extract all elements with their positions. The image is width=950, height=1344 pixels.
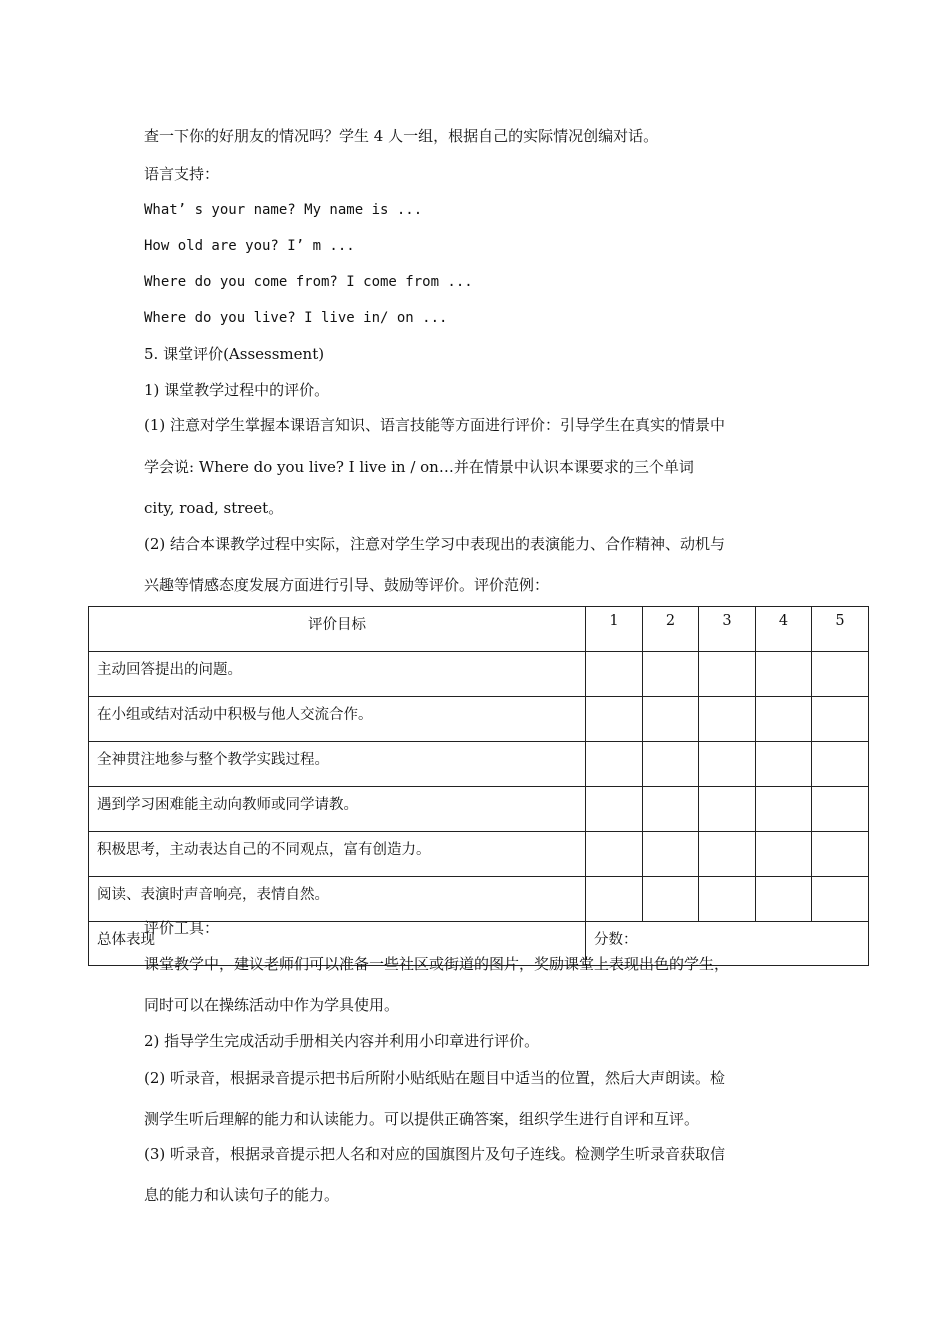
- table-row: [89, 877, 869, 922]
- header-score: 3: [699, 607, 756, 652]
- score-cell: [643, 652, 699, 697]
- paragraph-line: 兴趣等情感态度发展方面进行引导、鼓励等评价。评价范例：: [144, 576, 550, 594]
- score-cell: [586, 787, 643, 832]
- score-cell: [699, 697, 756, 742]
- paragraph-line: 测学生听后理解的能力和认读能力。可以提供正确答案，组织学生进行自评和互评。: [144, 1110, 700, 1128]
- score-cell: [699, 652, 756, 697]
- score-cell: [699, 742, 756, 787]
- score-cell: [756, 832, 812, 877]
- assessment-table: [88, 606, 869, 966]
- paragraph-line: (1) 注意对学生掌握本课语言知识、语言技能等方面进行评价：引导学生在真实的情景中: [144, 416, 726, 434]
- score-cell: [756, 697, 812, 742]
- header-goal: 评价目标: [89, 607, 586, 652]
- score-cell: [812, 787, 869, 832]
- dialog-line: What’ s your name? My name is ...: [144, 202, 423, 218]
- tools-title: 评价工具：: [144, 919, 220, 937]
- paragraph-line: (3) 听录音，根据录音提示把人名和对应的国旗图片及句子连线。检测学生听录音获取信: [144, 1145, 726, 1163]
- subsection-title: 1) 课堂教学过程中的评价。: [144, 381, 330, 399]
- score-total-cell: 分数：: [586, 922, 869, 966]
- table-row: [89, 742, 869, 787]
- paragraph-line: city, road, street。: [144, 499, 284, 517]
- score-cell: [586, 832, 643, 877]
- header-score: 2: [643, 607, 699, 652]
- score-cell: [812, 697, 869, 742]
- header-score: 1: [586, 607, 643, 652]
- paragraph-line: 同时可以在操练活动中作为学具使用。: [144, 996, 400, 1014]
- score-cell: [643, 697, 699, 742]
- table-row: [89, 787, 869, 832]
- goal-cell: 阅读、表演时声音响亮，表情自然。: [89, 877, 586, 922]
- goal-cell: 主动回答提出的问题。: [89, 652, 586, 697]
- score-cell: [699, 832, 756, 877]
- paragraph-line: 学会说: Where do you live? I live in / on…并在情景中认识本课要求的三个单词: [144, 458, 694, 476]
- score-cell: [756, 787, 812, 832]
- dialog-line: Where do you live? I live in/ on ...: [144, 310, 448, 326]
- paragraph-line: 课堂教学中，建议老师们可以准备一些社区或街道的图片，奖励课堂上表现出色的学生，: [144, 955, 730, 973]
- score-cell: [586, 697, 643, 742]
- table-row: [89, 832, 869, 877]
- table-row: [89, 652, 869, 697]
- score-cell: [643, 742, 699, 787]
- score-cell: [699, 787, 756, 832]
- score-cell: [699, 877, 756, 922]
- score-cell: [643, 877, 699, 922]
- score-cell: [643, 832, 699, 877]
- header-score: 5: [812, 607, 869, 652]
- goal-cell: 遇到学习困难能主动向教师或同学请教。: [89, 787, 586, 832]
- paragraph-line: 息的能力和认读句子的能力。: [144, 1186, 340, 1204]
- score-cell: [812, 652, 869, 697]
- score-cell: [756, 742, 812, 787]
- score-cell: [643, 787, 699, 832]
- intro-text: 查一下你的好朋友的情况吗？学生 4 人一组，根据自己的实际情况创编对话。: [144, 127, 659, 145]
- header-score: 4: [756, 607, 812, 652]
- paragraph-line: (2) 听录音，根据录音提示把书后所附小贴纸贴在题目中适当的位置，然后大声朗读。检: [144, 1069, 726, 1087]
- section-title: 5. 课堂评价(Assessment): [144, 345, 325, 363]
- score-cell: [756, 877, 812, 922]
- overall-label: 总体表现: [89, 922, 586, 966]
- subsection-title: 2) 指导学生完成活动手册相关内容并利用小印章进行评价。: [144, 1032, 540, 1050]
- language-support-label: 语言支持：: [144, 165, 220, 183]
- score-cell: [586, 877, 643, 922]
- goal-cell: 在小组或结对活动中积极与他人交流合作。: [89, 697, 586, 742]
- score-cell: [812, 877, 869, 922]
- goal-cell: 全神贯注地参与整个教学实践过程。: [89, 742, 586, 787]
- score-cell: [812, 832, 869, 877]
- goal-cell: 积极思考，主动表达自己的不同观点，富有创造力。: [89, 832, 586, 877]
- score-cell: [586, 652, 643, 697]
- score-cell: [812, 742, 869, 787]
- dialog-line: Where do you come from? I come from ...: [144, 274, 473, 290]
- score-cell: [586, 742, 643, 787]
- dialog-line: How old are you? I’ m ...: [144, 238, 355, 254]
- paragraph-line: (2) 结合本课教学过程中实际，注意对学生学习中表现出的表演能力、合作精神、动机与: [144, 535, 726, 553]
- table-header-row: [89, 607, 869, 652]
- score-cell: [756, 652, 812, 697]
- table-row: [89, 697, 869, 742]
